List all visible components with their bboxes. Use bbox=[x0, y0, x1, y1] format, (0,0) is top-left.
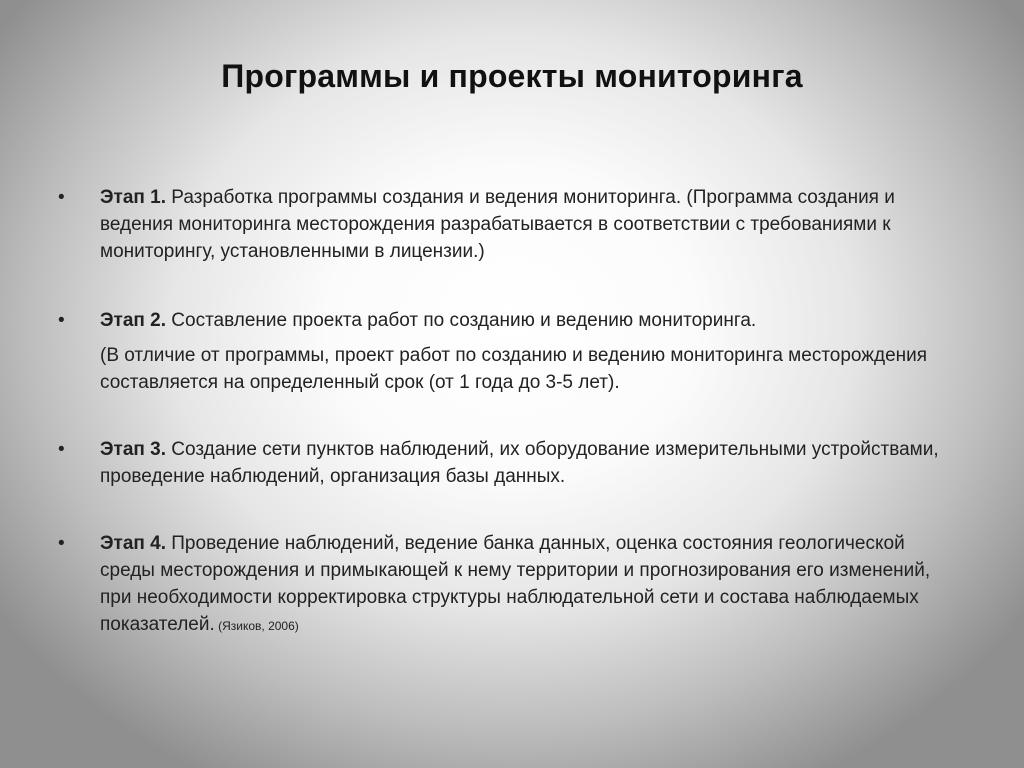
bullet-icon: • bbox=[58, 310, 65, 331]
bullet-icon: • bbox=[58, 439, 65, 460]
stage-label: Этап 1. bbox=[100, 187, 166, 208]
stage-text: Создание сети пунктов наблюдений, их оборудование измерительными устройствами, проведение наблюдений, организация базы данных. bbox=[100, 439, 939, 487]
stage-list bbox=[58, 184, 958, 640]
stage-item-1 bbox=[58, 184, 958, 265]
stage-item-2 bbox=[58, 307, 958, 396]
bullet-icon: • bbox=[58, 533, 65, 554]
stage-label: Этап 3. bbox=[100, 439, 166, 460]
bullet-icon: • bbox=[58, 187, 65, 208]
stage-text: Разработка программы создания и ведения мониторинга. (Программа создания и ведения мониторинга месторождения разрабатывается в соответствии с требованиями к мониторингу, установленными в лицензии.) bbox=[100, 187, 895, 262]
stage-item-3 bbox=[58, 436, 958, 490]
citation: (Язиков, 2006) bbox=[214, 619, 299, 633]
stage-text: Проведение наблюдений, ведение банка данных, оценка состояния геологической среды месторождения и примыкающей к нему территории и прогнозирования его изменений, при необходимости корректировка структуры наблюдательной сети и состава наблюдаемых показателей. bbox=[100, 533, 931, 635]
stage-note: (В отличие от программы, проект работ по созданию и ведению мониторинга месторождения составляется на определенный срок (от 1 года до 3-5 лет). bbox=[100, 345, 928, 393]
stage-item-4 bbox=[58, 530, 958, 640]
stage-text: Составление проекта работ по созданию и ведению мониторинга. bbox=[166, 310, 757, 331]
stage-label: Этап 4. bbox=[100, 533, 166, 554]
stage-label: Этап 2. bbox=[100, 310, 166, 331]
slide-title: Программы и проекты мониторинга bbox=[221, 58, 803, 94]
